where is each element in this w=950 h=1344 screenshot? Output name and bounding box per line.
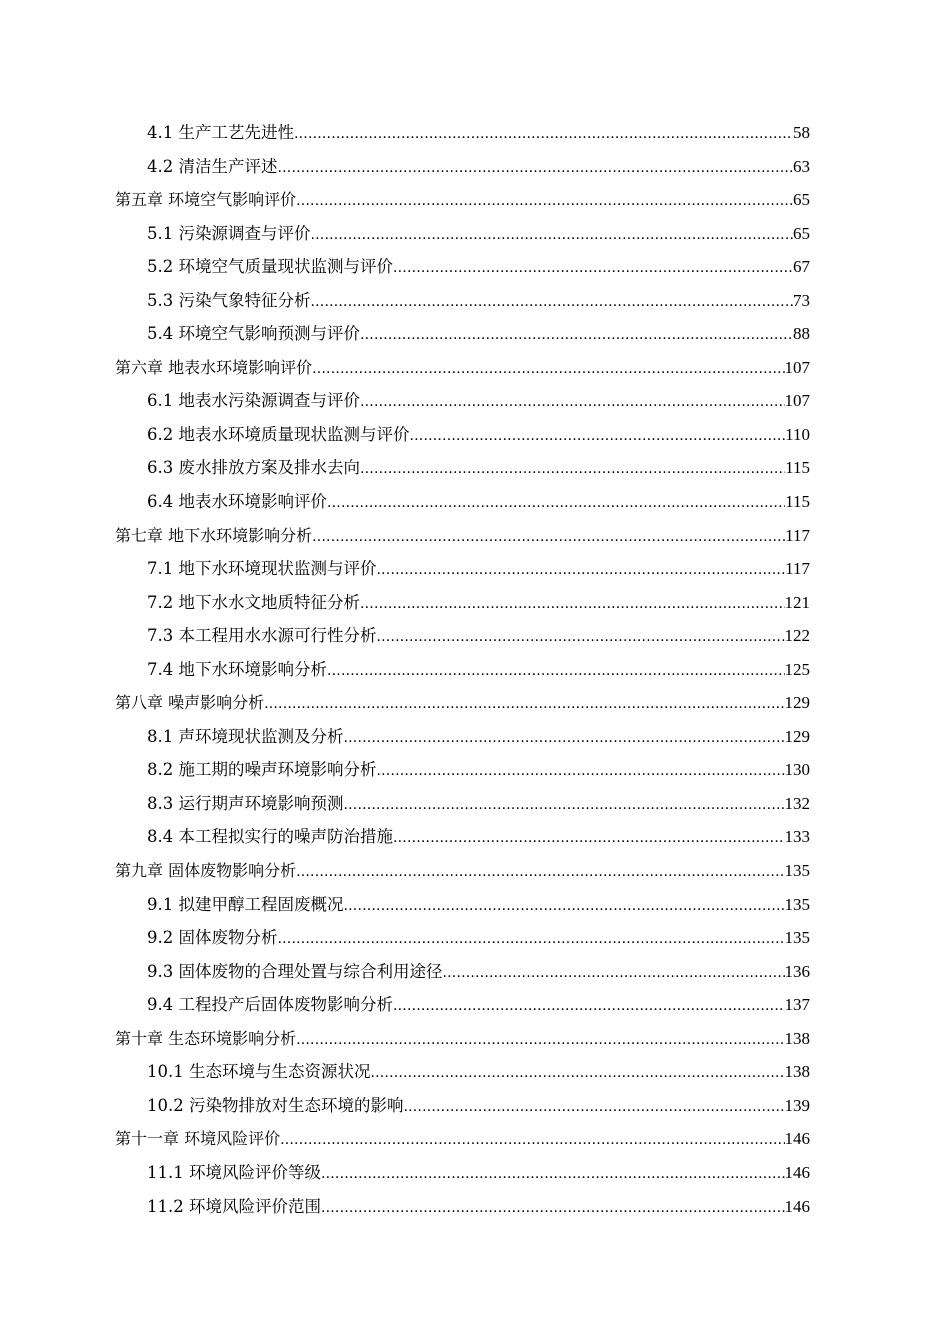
toc-dot-leader xyxy=(294,118,793,152)
toc-section-entry[interactable] xyxy=(0,418,810,452)
toc-entry-title: 第九章 固体废物影响分析 xyxy=(115,861,297,881)
toc-page-number: 129 xyxy=(784,726,810,746)
toc-chapter-entry[interactable] xyxy=(0,183,810,217)
toc-dot-leader xyxy=(344,789,785,823)
toc-dot-leader xyxy=(360,319,793,353)
toc-dot-leader xyxy=(296,185,793,219)
toc-entry-title: 8.3 运行期声环境影响预测 xyxy=(147,793,344,813)
toc-dot-leader xyxy=(410,420,786,454)
toc-section-entry[interactable] xyxy=(0,1156,810,1190)
toc-dot-leader xyxy=(278,152,794,186)
toc-entry-title: 7.4 地下水环境影响分析 xyxy=(147,659,327,679)
toc-section-entry[interactable] xyxy=(0,955,810,989)
toc-chapter-entry[interactable] xyxy=(0,1022,810,1056)
toc-page-number: 136 xyxy=(784,961,810,981)
toc-entry-title: 11.1 环境风险评价等级 xyxy=(147,1162,321,1182)
toc-chapter-entry[interactable] xyxy=(0,351,810,385)
toc-section-entry[interactable] xyxy=(0,653,810,687)
toc-entry-title: 5.1 污染源调查与评价 xyxy=(147,223,311,243)
toc-page-number: 67 xyxy=(793,257,810,277)
toc-entry-title: 9.1 拟建甲醇工程固废概况 xyxy=(147,894,344,914)
toc-section-entry[interactable] xyxy=(0,1055,810,1089)
toc-section-entry[interactable] xyxy=(0,988,810,1022)
toc-dot-leader xyxy=(377,621,785,655)
toc-dot-leader xyxy=(344,890,785,924)
toc-page-number: 121 xyxy=(784,592,810,612)
toc-dot-leader xyxy=(278,923,785,957)
toc-dot-leader xyxy=(360,386,785,420)
toc-dot-leader xyxy=(296,1024,784,1058)
toc-section-entry[interactable] xyxy=(0,921,810,955)
toc-section-entry[interactable] xyxy=(0,619,810,653)
toc-section-entry[interactable] xyxy=(0,1089,810,1123)
toc-entry-title: 第十章 生态环境影响分析 xyxy=(115,1028,297,1048)
toc-dot-leader xyxy=(296,856,784,890)
toc-entry-title: 4.2 清洁生产评述 xyxy=(147,156,278,176)
toc-dot-leader xyxy=(393,990,785,1024)
toc-page-number: 138 xyxy=(784,1062,810,1082)
toc-section-entry[interactable] xyxy=(0,1190,810,1224)
toc-page-number: 73 xyxy=(793,290,810,310)
toc-entry-title: 9.2 固体废物分析 xyxy=(147,928,278,948)
toc-entry-title: 8.2 施工期的噪声环境影响分析 xyxy=(147,760,377,780)
toc-page-number: 125 xyxy=(784,659,810,679)
toc-dot-leader xyxy=(360,453,785,487)
toc-entry-title: 第五章 环境空气影响评价 xyxy=(115,190,297,210)
toc-page-number: 115 xyxy=(785,492,810,512)
toc-page-number: 117 xyxy=(785,525,810,545)
toc-dot-leader xyxy=(327,487,785,521)
toc-dot-leader xyxy=(360,588,785,622)
toc-entry-title: 6.1 地表水污染源调查与评价 xyxy=(147,391,360,411)
toc-dot-leader xyxy=(327,655,785,689)
toc-page-number: 146 xyxy=(784,1196,810,1216)
toc-entry-title: 第十一章 环境风险评价 xyxy=(115,1129,281,1149)
toc-dot-leader xyxy=(344,722,785,756)
toc-dot-leader xyxy=(393,822,785,856)
toc-page-number: 146 xyxy=(784,1129,810,1149)
toc-section-entry[interactable] xyxy=(0,720,810,754)
toc-dot-leader xyxy=(377,755,785,789)
toc-entry-title: 9.4 工程投产后固体废物影响分析 xyxy=(147,995,393,1015)
toc-entry-title: 6.2 地表水环境质量现状监测与评价 xyxy=(147,424,410,444)
toc-section-entry[interactable] xyxy=(0,552,810,586)
toc-section-entry[interactable] xyxy=(0,787,810,821)
toc-dot-leader xyxy=(280,1124,784,1158)
toc-dot-leader xyxy=(312,353,784,387)
toc-page-number: 110 xyxy=(785,424,810,444)
toc-page-number: 132 xyxy=(784,793,810,813)
toc-entry-title: 第八章 噪声影响分析 xyxy=(115,693,265,713)
toc-entry-title: 8.4 本工程拟实行的噪声防治措施 xyxy=(147,827,393,847)
toc-entry-title: 5.2 环境空气质量现状监测与评价 xyxy=(147,257,393,277)
toc-page-number: 133 xyxy=(784,827,810,847)
toc-page-number: 130 xyxy=(784,760,810,780)
toc-page-number: 58 xyxy=(793,123,810,142)
toc-page-number: 138 xyxy=(784,1028,810,1048)
toc-page-number: 137 xyxy=(784,995,810,1015)
toc-page-number: 65 xyxy=(793,190,810,210)
toc-chapter-entry[interactable] xyxy=(0,854,810,888)
toc-section-entry[interactable] xyxy=(0,586,810,620)
toc-page-number: 107 xyxy=(784,357,810,377)
toc-dot-leader xyxy=(311,219,794,253)
toc-page-number: 107 xyxy=(784,391,810,411)
toc-section-entry[interactable] xyxy=(0,317,810,351)
toc-dot-leader xyxy=(370,1057,784,1091)
toc-chapter-entry[interactable] xyxy=(0,519,810,553)
toc-chapter-entry[interactable] xyxy=(0,686,810,720)
toc-section-entry[interactable] xyxy=(0,451,810,485)
toc-dot-leader xyxy=(403,1091,784,1125)
toc-page-number: 88 xyxy=(793,324,810,344)
toc-section-entry[interactable] xyxy=(0,150,810,184)
toc-dot-leader xyxy=(312,521,785,555)
toc-dot-leader xyxy=(321,1158,785,1192)
toc-page-number: 139 xyxy=(784,1095,810,1115)
toc-dot-leader xyxy=(321,1192,785,1226)
toc-chapter-entry[interactable] xyxy=(0,1122,810,1156)
toc-section-entry[interactable] xyxy=(0,284,810,318)
toc-entry-title: 8.1 声环境现状监测及分析 xyxy=(147,726,344,746)
toc-entry-title: 6.3 废水排放方案及排水去向 xyxy=(147,458,360,478)
toc-entry-title: 第六章 地表水环境影响评价 xyxy=(115,357,313,377)
table-of-contents xyxy=(0,116,950,1223)
toc-section-entry[interactable] xyxy=(0,753,810,787)
toc-page-number: 129 xyxy=(784,693,810,713)
toc-entry-title: 7.3 本工程用水水源可行性分析 xyxy=(147,626,377,646)
toc-page-number: 117 xyxy=(785,559,810,579)
toc-entry-title: 11.2 环境风险评价范围 xyxy=(147,1196,321,1216)
toc-entry-title: 第七章 地下水环境影响分析 xyxy=(115,525,313,545)
toc-page-number: 63 xyxy=(793,156,810,176)
toc-section-entry[interactable] xyxy=(0,888,810,922)
toc-page-number: 122 xyxy=(784,626,810,646)
toc-dot-leader xyxy=(377,554,786,588)
toc-entry-title: 10.1 生态环境与生态资源状况 xyxy=(147,1062,371,1082)
toc-page-number: 135 xyxy=(784,861,810,881)
toc-entry-title: 6.4 地表水环境影响评价 xyxy=(147,492,327,512)
toc-dot-leader xyxy=(443,957,785,991)
toc-section-entry[interactable] xyxy=(0,485,810,519)
toc-entry-title: 5.4 环境空气影响预测与评价 xyxy=(147,324,360,344)
toc-entry-title: 10.2 污染物排放对生态环境的影响 xyxy=(147,1095,404,1115)
toc-entry-title: 7.1 地下水环境现状监测与评价 xyxy=(147,559,377,579)
toc-entry-title: 4.1 生产工艺先进性 xyxy=(147,123,294,142)
toc-dot-leader xyxy=(264,688,784,722)
toc-page-number: 135 xyxy=(784,928,810,948)
toc-page-number: 146 xyxy=(784,1162,810,1182)
toc-entry-title: 9.3 固体废物的合理处置与综合利用途径 xyxy=(147,961,443,981)
toc-entry-title: 7.2 地下水水文地质特征分析 xyxy=(147,592,360,612)
toc-section-entry[interactable] xyxy=(0,116,810,150)
toc-section-entry[interactable] xyxy=(0,250,810,284)
toc-page-number: 65 xyxy=(793,223,810,243)
toc-section-entry[interactable] xyxy=(0,820,810,854)
toc-dot-leader xyxy=(311,286,794,320)
toc-section-entry[interactable] xyxy=(0,384,810,418)
toc-page-number: 115 xyxy=(785,458,810,478)
toc-entry-title: 5.3 污染气象特征分析 xyxy=(147,290,311,310)
toc-dot-leader xyxy=(393,252,793,286)
toc-section-entry[interactable] xyxy=(0,217,810,251)
toc-page-number: 135 xyxy=(784,894,810,914)
